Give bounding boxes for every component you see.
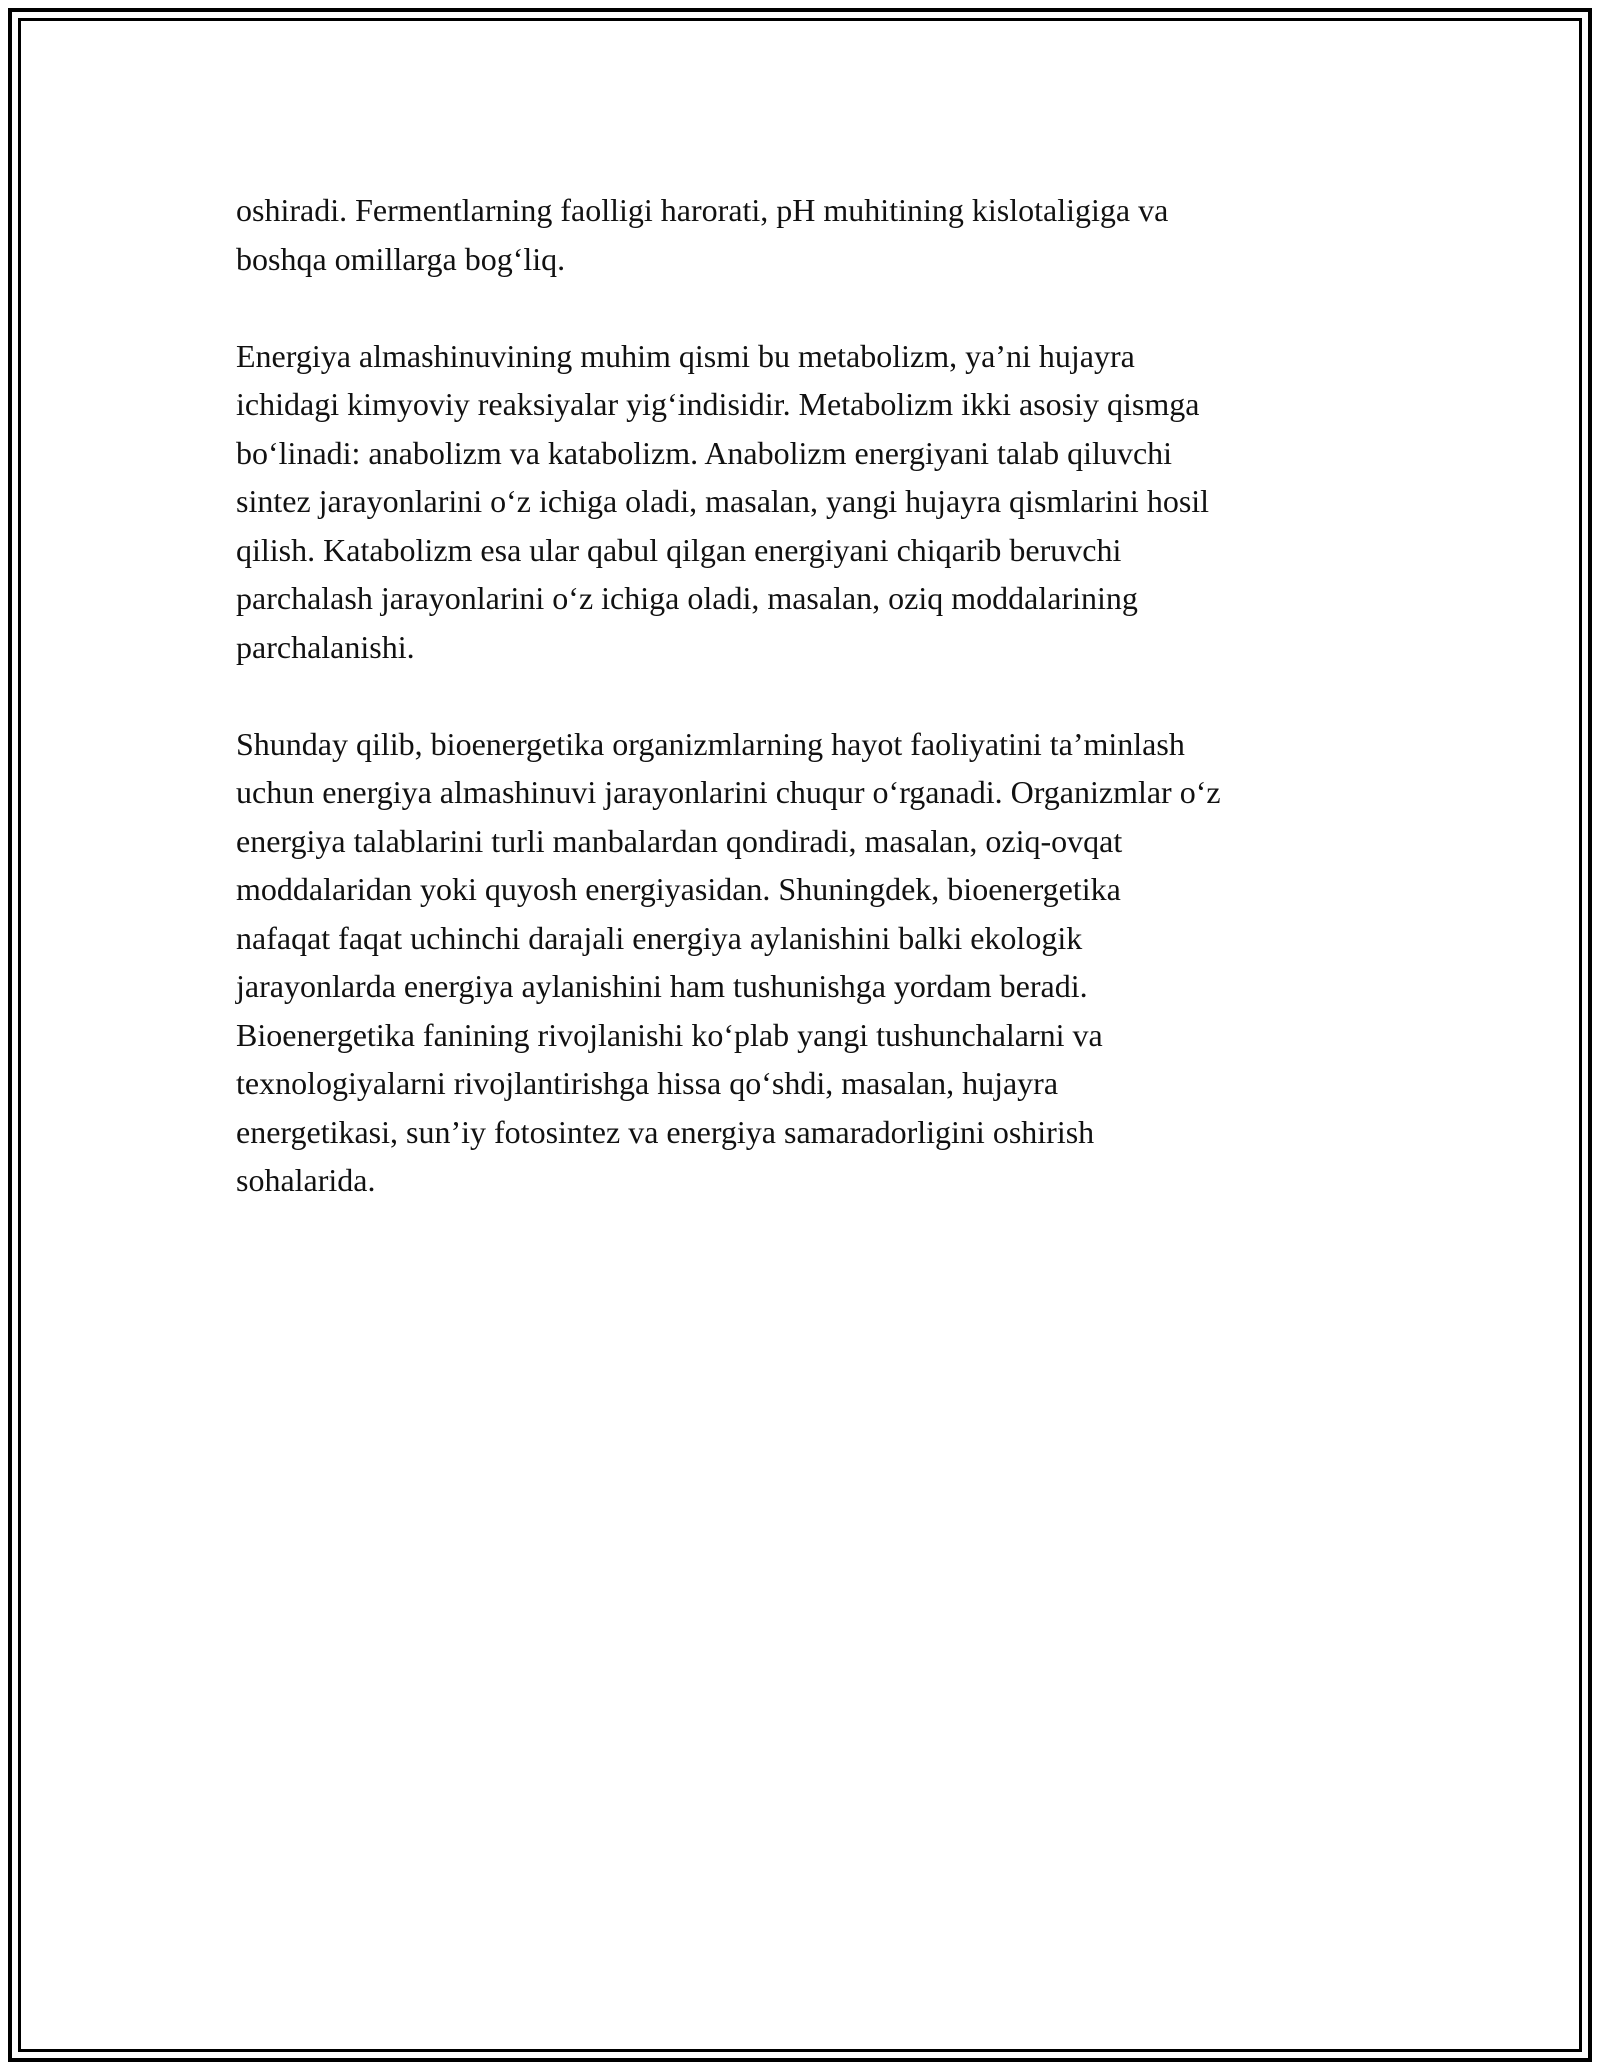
text-line: energiya talablarini turli manbalardan qondiradi, masalan, oziq-ovqat — [236, 822, 1123, 859]
text-line: nafaqat faqat uchinchi darajali energiya aylanishini balki ekologik — [236, 919, 1083, 956]
paragraph-2 — [236, 332, 1376, 672]
text-line: Bioenergetika fanining rivojlanishi ko‘plab yangi tushunchalarni va — [236, 1016, 1103, 1053]
text-line: qilish. Katabolizm esa ular qabul qilgan energiyani chiqarib beruvchi — [236, 531, 1122, 568]
text-line: boshqa omillarga bog‘liq. — [236, 240, 566, 277]
text-line: bo‘linadi: anabolizm va katabolizm. Anabolizm energiyani talab qiluvchi — [236, 434, 1173, 471]
text-line: moddalaridan yoki quyosh energiyasidan. Shuningdek, bioenergetika — [236, 871, 1121, 907]
text-line: ichidagi kimyoviy reaksiyalar yig‘indisidir. Metabolizm ikki asosiy qismga — [236, 386, 1200, 422]
text-line: texnologiyalarni rivojlantirishga hissa qo‘shdi, masalan, hujayra — [236, 1065, 1059, 1101]
paragraph-1 — [236, 186, 1376, 283]
text-line: parchalash jarayonlarini o‘z ichiga oladi, masalan, oziq moddalarining — [236, 580, 1138, 616]
text-line: energetikasi, sun’iy fotosintez va energiya samaradorligini oshirish — [236, 1113, 1095, 1150]
text-line: sintez jarayonlarini o‘z ichiga oladi, masalan, yangi hujayra qismlarini hosil — [236, 483, 1210, 519]
text-line: parchalanishi. — [236, 628, 415, 665]
paragraph-3 — [236, 720, 1376, 1205]
text-line: Energiya almashinuvining muhim qismi bu metabolizm, ya’ni hujayra — [236, 337, 1135, 374]
document-body — [236, 186, 1376, 1253]
text-line: sohalarida. — [236, 1162, 376, 1198]
text-line: oshiradi. Fermentlarning faolligi harorati, pH muhitining kislotaligiga va — [236, 192, 1169, 228]
text-line: jarayonlarda energiya aylanishini ham tushunishga yordam beradi. — [236, 968, 1088, 1004]
text-line: Shunday qilib, bioenergetika organizmlarning hayot faoliyatini ta’minlash — [236, 725, 1185, 762]
text-line: uchun energiya almashinuvi jarayonlarini chuqur o‘rganadi. Organizmlar o‘z — [236, 774, 1221, 810]
